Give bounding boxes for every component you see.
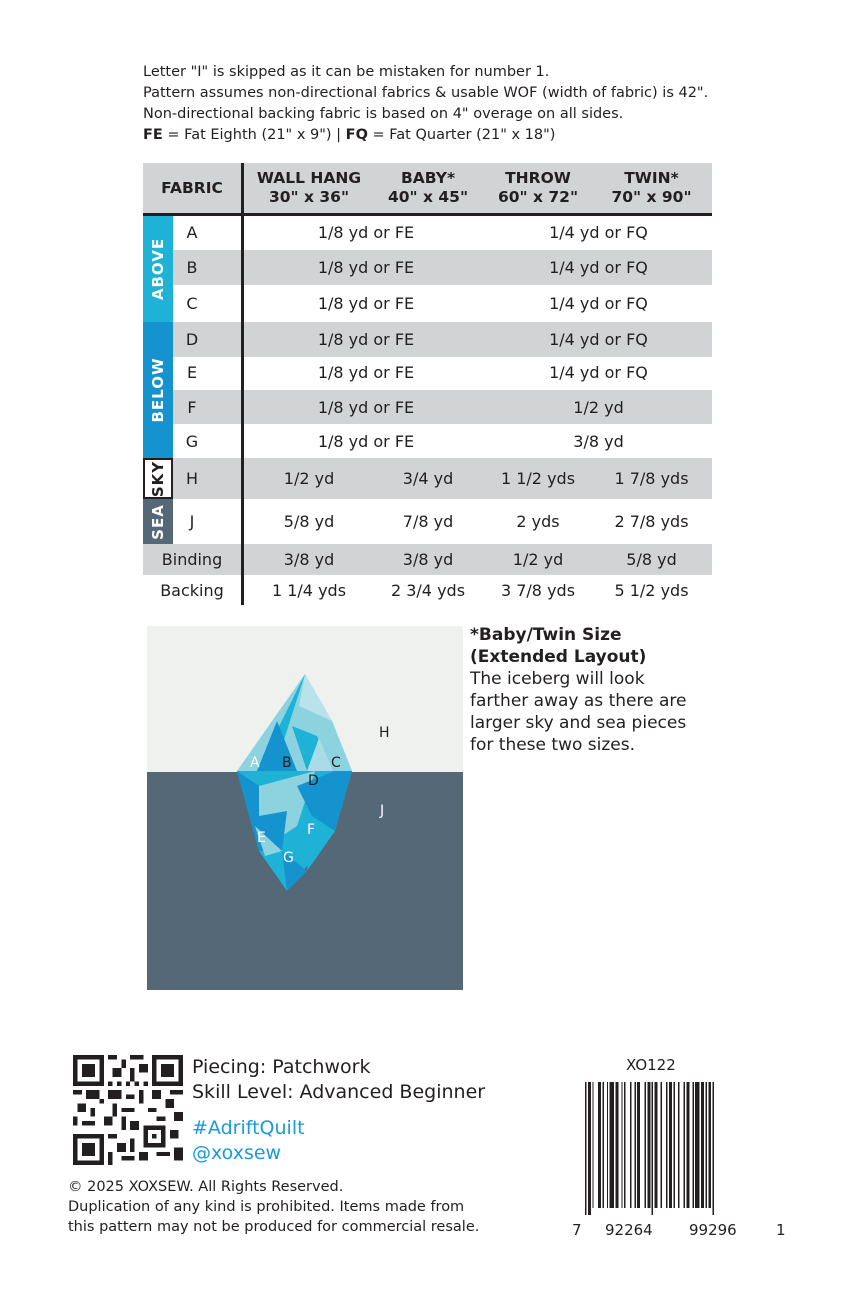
piece-label-h: H	[379, 725, 390, 741]
table-cell: 1/4 yd or FQ	[549, 223, 648, 242]
row-label: C	[186, 294, 198, 313]
barcode-bar	[647, 1082, 650, 1208]
column-name: THROW	[505, 169, 571, 187]
group-below	[143, 322, 173, 458]
hashtag-link[interactable]: #AdriftQuilt	[192, 1117, 305, 1139]
barcode-bar	[585, 1082, 586, 1215]
table-cell: 1/8 yd or FE	[317, 363, 415, 382]
column-name: WALL HANG	[256, 169, 362, 187]
table-cell: 2 yds	[516, 512, 560, 531]
barcode-bar	[630, 1082, 631, 1208]
table-cell: 1/8 yd or FE	[317, 223, 415, 242]
barcode-digit: 1	[776, 1221, 786, 1239]
pattern-sku: XO122	[626, 1056, 676, 1074]
fe-text: = Fat Eighth (21" x 9") |	[162, 127, 346, 143]
barcode-bar	[695, 1082, 699, 1208]
barcode-bar	[655, 1082, 658, 1208]
row-label: D	[185, 330, 199, 349]
piece-label-e: E	[257, 830, 266, 846]
qr-code[interactable]	[73, 1055, 183, 1165]
barcode-bar	[621, 1082, 622, 1208]
column-header-twin	[591, 169, 712, 207]
column-size: 40" x 45"	[387, 188, 469, 206]
skill-level-info: Skill Level: Advanced Beginner	[192, 1081, 486, 1103]
piece-label-c: C	[331, 755, 341, 771]
group-sky	[143, 458, 173, 499]
row-label: E	[186, 363, 198, 382]
description-title: *Baby/Twin Size	[470, 625, 622, 645]
pattern-notes	[143, 62, 708, 146]
piece-label-f: F	[307, 822, 316, 838]
barcode-bar	[607, 1082, 608, 1208]
quilt-layout-illustration	[147, 626, 463, 990]
row-label: F	[187, 398, 197, 417]
note-line: Letter "I" is skipped as it can be mistaken for number 1.	[143, 64, 550, 80]
barcode-bar	[687, 1082, 690, 1208]
row-label: Binding	[161, 550, 223, 569]
table-cell: 5 1/2 yds	[614, 581, 689, 600]
copyright-line: © 2025 XOXSEW. All Rights Reserved.	[68, 1179, 344, 1195]
column-size: 70" x 90"	[611, 188, 692, 206]
barcode-bar	[669, 1082, 672, 1208]
copyright-line: this pattern may not be produced for commercial resale.	[68, 1219, 480, 1235]
barcode-bar	[634, 1082, 635, 1208]
note-line: Pattern assumes non-directional fabrics & usable WOF (width of fabric) is 42".	[143, 85, 709, 101]
column-divider	[241, 163, 244, 605]
barcode-bar	[615, 1082, 618, 1208]
table-cell: 1/8 yd or FE	[317, 398, 415, 417]
column-name: TWIN*	[624, 169, 679, 187]
barcode-digit: 99296	[689, 1221, 737, 1239]
table-cell: 3/8 yd	[573, 432, 624, 451]
table-cell: 1 1/2 yds	[500, 469, 576, 488]
description-line: for these two sizes.	[470, 735, 635, 755]
column-size: 60" x 72"	[497, 188, 579, 206]
piece-label-j: J	[380, 803, 385, 819]
pattern-info	[192, 1055, 485, 1166]
barcode-digit: 7	[572, 1221, 582, 1239]
table-cell: 1/2 yd	[512, 550, 564, 569]
barcode-bar	[713, 1082, 714, 1215]
row-label: A	[186, 223, 198, 242]
group-label: BELOW	[149, 357, 167, 423]
barcode-bar	[624, 1082, 625, 1208]
barcode-bar	[602, 1082, 603, 1208]
table-cell: 1/8 yd or FE	[317, 294, 415, 313]
barcode-bar	[644, 1082, 645, 1208]
fq-text: = Fat Quarter (21" x 18")	[367, 127, 556, 143]
group-label: SEA	[149, 503, 167, 540]
table-cell: 3 7/8 yds	[500, 581, 576, 600]
barcode-bar	[598, 1082, 601, 1208]
table-cell: 2 7/8 yds	[614, 512, 689, 531]
description-subtitle: (Extended Layout)	[470, 647, 647, 667]
description-line: larger sky and sea pieces	[470, 713, 687, 733]
barcode-bar	[692, 1082, 693, 1208]
barcode-bar	[588, 1082, 591, 1215]
note-line	[143, 125, 708, 146]
column-header-throw	[485, 169, 591, 207]
table-cell: 1 1/4 yds	[271, 581, 347, 600]
row-label: G	[185, 432, 199, 451]
table-cell: 1/2 yd	[283, 469, 335, 488]
column-size: 30" x 36"	[268, 188, 350, 206]
barcode-bar	[684, 1082, 685, 1208]
table-cell: 1/4 yd or FQ	[549, 294, 648, 313]
table-cell: 2 3/4 yds	[390, 581, 466, 600]
barcode-bar	[701, 1082, 704, 1208]
header-divider	[143, 213, 712, 216]
row-label: J	[189, 512, 195, 531]
table-cell: 1/2 yd	[573, 398, 624, 417]
table-cell: 3/8 yd	[402, 550, 454, 569]
barcode-bar	[660, 1082, 661, 1208]
column-header-baby	[371, 169, 485, 207]
table-cell: 1/8 yd or FE	[317, 330, 415, 349]
barcode-digit: 92264	[605, 1221, 653, 1239]
table-cell: 5/8 yd	[626, 550, 677, 569]
barcode-bar	[705, 1082, 706, 1208]
table-cell: 3/4 yd	[402, 469, 454, 488]
piecing-info: Piecing: Patchwork	[192, 1056, 371, 1078]
group-label: ABOVE	[149, 237, 167, 301]
table-cell: 3/8 yd	[283, 550, 335, 569]
column-name: BABY*	[400, 169, 456, 187]
copyright-notice	[68, 1177, 479, 1237]
note-line: Non-directional backing fabric is based on 4" overage on all sides.	[143, 106, 624, 122]
row-label: Backing	[160, 581, 224, 600]
description-line: The iceberg will look	[470, 669, 645, 689]
barcode	[583, 1082, 769, 1215]
table-cell: 1/4 yd or FQ	[549, 330, 648, 349]
piece-label-g: G	[283, 850, 294, 866]
barcode-bar	[673, 1082, 674, 1208]
row-label: B	[186, 258, 198, 277]
table-cell: 1/8 yd or FE	[317, 258, 415, 277]
barcode-bar	[592, 1082, 593, 1208]
table-cell: 5/8 yd	[283, 512, 335, 531]
group-label: SKY	[149, 460, 167, 497]
piece-label-a: A	[250, 755, 260, 771]
barcode-bar	[637, 1082, 640, 1208]
social-handle-link[interactable]: @xoxsew	[192, 1142, 282, 1164]
piece-label-b: B	[282, 755, 292, 771]
row-label: H	[185, 469, 199, 488]
group-above	[143, 216, 173, 322]
table-cell: 1 7/8 yds	[614, 469, 689, 488]
copyright-line: Duplication of any kind is prohibited. Items made from	[68, 1199, 465, 1215]
column-header-wall-hang	[247, 169, 371, 207]
description-line: farther away as there are	[470, 691, 687, 711]
fq-abbr: FQ	[345, 127, 368, 143]
barcode-bar	[610, 1082, 614, 1208]
table-cell: 7/8 yd	[402, 512, 454, 531]
barcode-bar	[652, 1082, 653, 1215]
table-cell: 1/4 yd or FQ	[549, 258, 648, 277]
group-sea	[143, 499, 173, 544]
table-cell: 1/4 yd or FQ	[549, 363, 648, 382]
barcode-bar	[708, 1082, 711, 1208]
extended-layout-description	[470, 624, 730, 756]
fe-abbr: FE	[143, 127, 163, 143]
fabric-column-header: FABRIC	[161, 179, 223, 197]
table-cell: 1/8 yd or FE	[317, 432, 415, 451]
piece-label-d: D	[308, 773, 319, 789]
barcode-bar	[678, 1082, 679, 1208]
barcode-bar	[666, 1082, 667, 1208]
